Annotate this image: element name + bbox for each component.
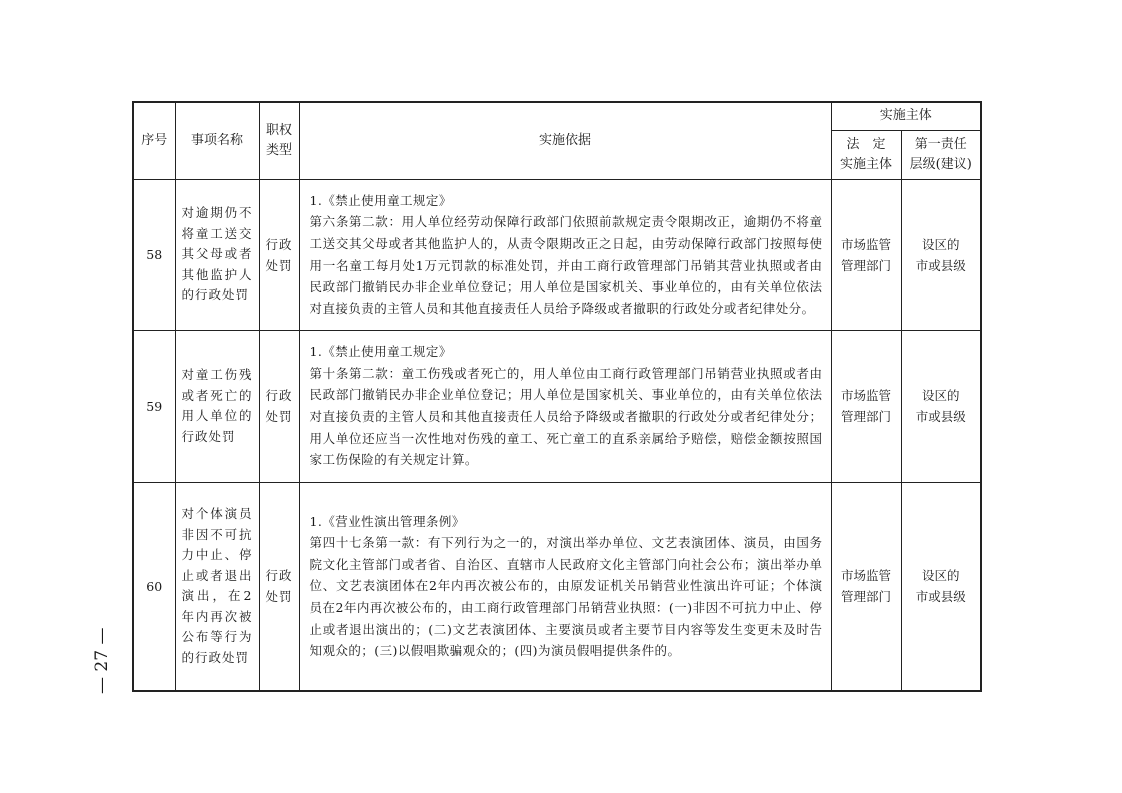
- row-name: 对逾期仍不将童工送交其父母或者其他监护人的行政处罚: [181, 205, 253, 303]
- row-basis-title: 1.《禁止使用童工规定》: [309, 192, 452, 208]
- row-basis-title: 1.《禁止使用童工规定》: [309, 344, 452, 360]
- header-type: [259, 102, 299, 179]
- row-level-line1: 设区的: [922, 388, 960, 403]
- row-type-line1: 行政: [265, 388, 293, 403]
- header-subject-group: 实施主体: [831, 102, 981, 130]
- table-row: [133, 330, 981, 482]
- row-level-line1: 设区的: [922, 568, 960, 584]
- items-table: [132, 101, 982, 692]
- row-legal-line2: 管理部门: [840, 589, 891, 605]
- row-basis-title: 1.《营业性演出管理条例》: [309, 513, 465, 529]
- row-type-line2: 处罚: [265, 257, 293, 273]
- header-type-line1: 职权: [265, 122, 292, 138]
- header-legal-line1: 法 定: [846, 136, 886, 152]
- row-seq: 59: [133, 330, 175, 482]
- row-legal-line1: 市场监管: [840, 568, 891, 584]
- page-number: — 27 —: [92, 627, 112, 694]
- row-legal-line1: 市场监管: [840, 388, 891, 403]
- row-legal-subject: [831, 330, 901, 482]
- table-row: [133, 482, 981, 691]
- row-level-line1: 设区的: [922, 236, 960, 252]
- row-basis-body: 第六条第二款：用人单位经劳动保障行政部门依照前款规定责令限期改正，逾期仍不将童工送交其父母或者其他监护人的，从责令限期改正之日起，由劳动保障行政部门按照每使用一名童工每月处1万元罚款的标准处罚，并由工商行政管理部门吊销其营业执照或者由民政部门撤销民办非企业单位登记；用人单位是国家机关、事业单位的，由有关单位依法对直接负责的主管人员和其他直接责任人员给予降级或者撤职的行政处分或者纪律处分。: [309, 214, 823, 316]
- row-name: 对童工伤残或者死亡的用人单位的行政处罚: [181, 367, 253, 444]
- row-level-line2: 市或县级: [915, 589, 966, 605]
- header-seq: 序号: [133, 102, 175, 179]
- header-level: [901, 130, 981, 179]
- header-basis: 实施依据: [299, 102, 831, 179]
- row-type: [259, 179, 299, 330]
- row-type-line2: 处罚: [265, 409, 293, 424]
- header-type-line2: 类型: [265, 142, 292, 158]
- row-seq: 58: [133, 179, 175, 330]
- row-type: [259, 330, 299, 482]
- row-basis: [299, 330, 831, 482]
- row-legal-line1: 市场监管: [840, 236, 891, 252]
- header-legal-line2: 实施主体: [839, 156, 892, 172]
- row-level: [901, 482, 981, 691]
- row-level: [901, 330, 981, 482]
- header-legal-subject: [831, 130, 901, 179]
- row-legal-line2: 管理部门: [840, 409, 891, 424]
- header-level-line2: 层级(建议): [909, 156, 972, 172]
- row-level-line2: 市或县级: [915, 257, 966, 273]
- row-type-line1: 行政: [265, 568, 293, 584]
- header-level-line1: 第一责任: [914, 136, 967, 152]
- row-legal-line2: 管理部门: [840, 257, 891, 273]
- row-level-line2: 市或县级: [915, 409, 966, 424]
- header-row-1: [133, 102, 981, 130]
- row-type-line2: 处罚: [265, 589, 293, 605]
- row-name-cell: [175, 482, 259, 691]
- row-name: 对个体演员非因不可抗力中止、停止或者退出演出，在2年内再次被公布等行为的行政处罚: [181, 506, 253, 665]
- row-basis-body: 第十条第二款：童工伤残或者死亡的，用人单位由工商行政管理部门吊销营业执照或者由民政部门撤销民办非企业单位登记；用人单位是国家机关、事业单位的，由有关单位依法对直接负责的主管人员和其他直接责任人员给予降级或者撤职的行政处分或者纪律处分；用人单位还应当一次性地对伤残的童工、死亡童工的直系亲属给予赔偿，赔偿金额按照国家工伤保险的有关规定计算。: [309, 365, 823, 468]
- header-name: 事项名称: [175, 102, 259, 179]
- row-basis-body: 第四十七条第一款：有下列行为之一的，对演出举办单位、文艺表演团体、演员，由国务院文化主管部门或者省、自治区、直辖市人民政府文化主管部门向社会公布；演出举办单位、文艺表演团体在2年内再次被公布的，由原发证机关吊销营业性演出许可证；个体演员在2年内再次被公布的，由工商行政管理部门吊销营业执照：(一)非因不可抗力中止、停止或者退出演出的；(二)文艺表演团体、主要演员或者主要节目内容等发生变更未及时告知观众的；(三)以假唱欺骗观众的；(四)为演员假唱提供条件的。: [309, 535, 823, 659]
- row-basis: [299, 179, 831, 330]
- row-legal-subject: [831, 179, 901, 330]
- row-name-cell: [175, 330, 259, 482]
- row-basis: [299, 482, 831, 691]
- row-seq: 60: [133, 482, 175, 691]
- row-name-cell: [175, 179, 259, 330]
- row-type: [259, 482, 299, 691]
- row-type-line1: 行政: [265, 236, 293, 252]
- row-level: [901, 179, 981, 330]
- row-legal-subject: [831, 482, 901, 691]
- table-row: [133, 179, 981, 330]
